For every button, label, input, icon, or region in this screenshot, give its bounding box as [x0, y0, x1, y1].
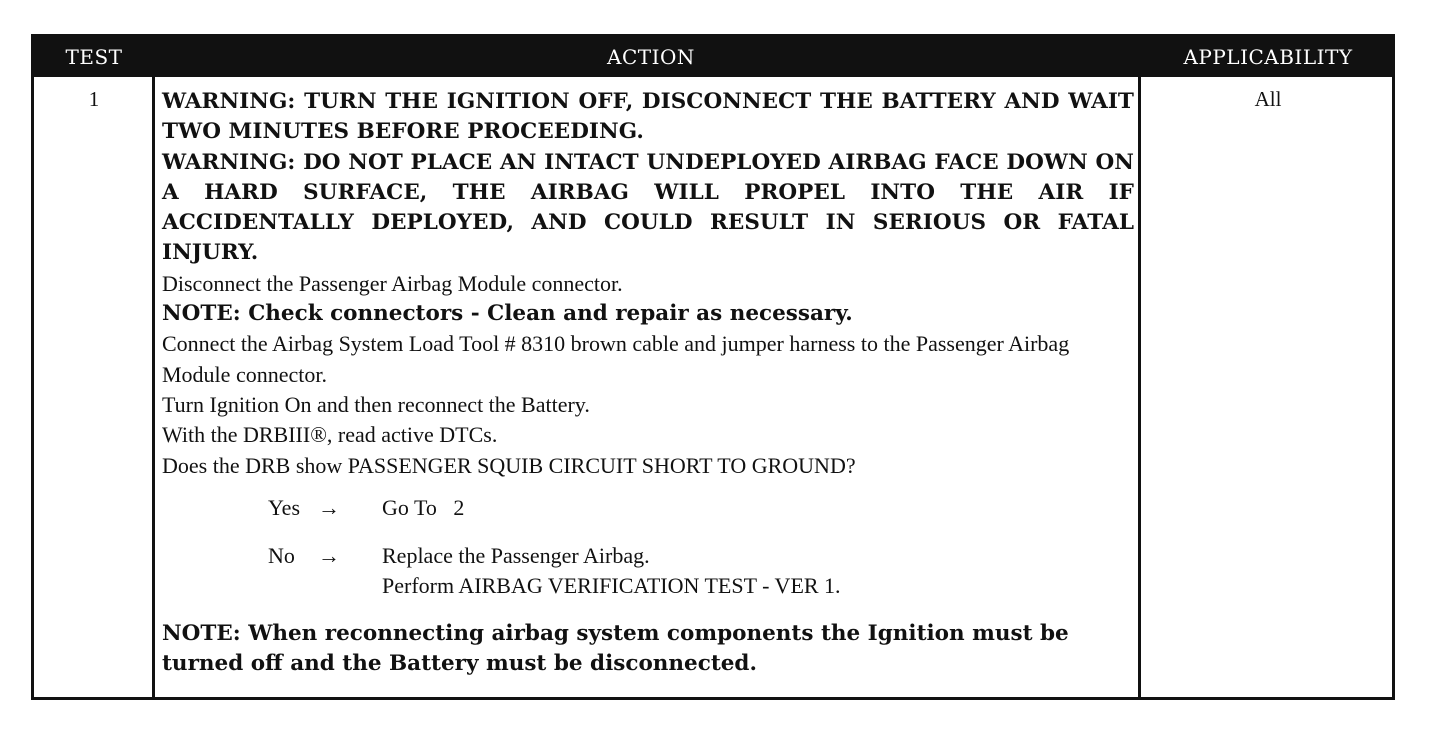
arrow-icon: → [318, 494, 340, 520]
choice-result [382, 493, 464, 523]
step-disconnect: Disconnect the Passenger Airbag Module connector. [162, 270, 623, 296]
diagnostic-test-table [31, 34, 1395, 700]
arrow-icon: → [318, 543, 340, 569]
question: Does the DRB show PASSENGER SQUIB CIRCUIT SHORT TO GROUND? [162, 452, 856, 478]
step-read-dtcs: With the DRBIII®, read active DTCs. [162, 422, 498, 448]
choice-yes [268, 493, 1134, 523]
result-line: Perform AIRBAG VERIFICATION TEST - VER 1. [382, 573, 841, 599]
result-line: Replace the Passenger Airbag. [382, 543, 650, 569]
warning-airbag-placement: WARNING: DO NOT PLACE AN INTACT UNDEPLOYED AIRBAG FACE DOWN ON A HARD SURFACE, THE AIRBAG WILL PROPEL INTO THE AIR IF ACCIDENTALLY DEPLOYED, AND COULD RESULT IN SERIOUS OR FATAL INJURY. [162, 149, 1134, 266]
applicability-value: All [1254, 87, 1282, 111]
choice-answer: Yes [268, 494, 301, 520]
step-connect-load-tool: Connect the Airbag System Load Tool # 8310 brown cable and jumper harness to the Passenger Airbag Module connector. [162, 331, 1070, 387]
note-reconnecting: NOTE: When reconnecting airbag system components the Ignition must be turned off and the Battery must be disconnected. [162, 621, 1069, 677]
choice-result [382, 541, 841, 601]
answer-choices [162, 493, 1134, 601]
header-applicability: APPLICABILITY [1183, 45, 1353, 69]
column-divider-right [1138, 77, 1141, 697]
note-check-connectors: NOTE: Check connectors - Clean and repair as necessary. [162, 301, 853, 327]
test-number: 1 [88, 87, 100, 111]
header-action: ACTION [607, 45, 695, 69]
choice-no [268, 541, 1134, 601]
column-divider-left [152, 77, 155, 697]
step-ignition-on: Turn Ignition On and then reconnect the Battery. [162, 391, 590, 417]
table-header [34, 37, 1392, 77]
warning-ignition: WARNING: TURN THE IGNITION OFF, DISCONNECT THE BATTERY AND WAIT TWO MINUTES BEFORE PROCEEDING. [162, 89, 1134, 145]
action-cell [162, 87, 1134, 680]
result-line: Go To 2 [382, 494, 465, 520]
header-test: TEST [65, 45, 123, 69]
choice-answer: No [268, 543, 295, 569]
